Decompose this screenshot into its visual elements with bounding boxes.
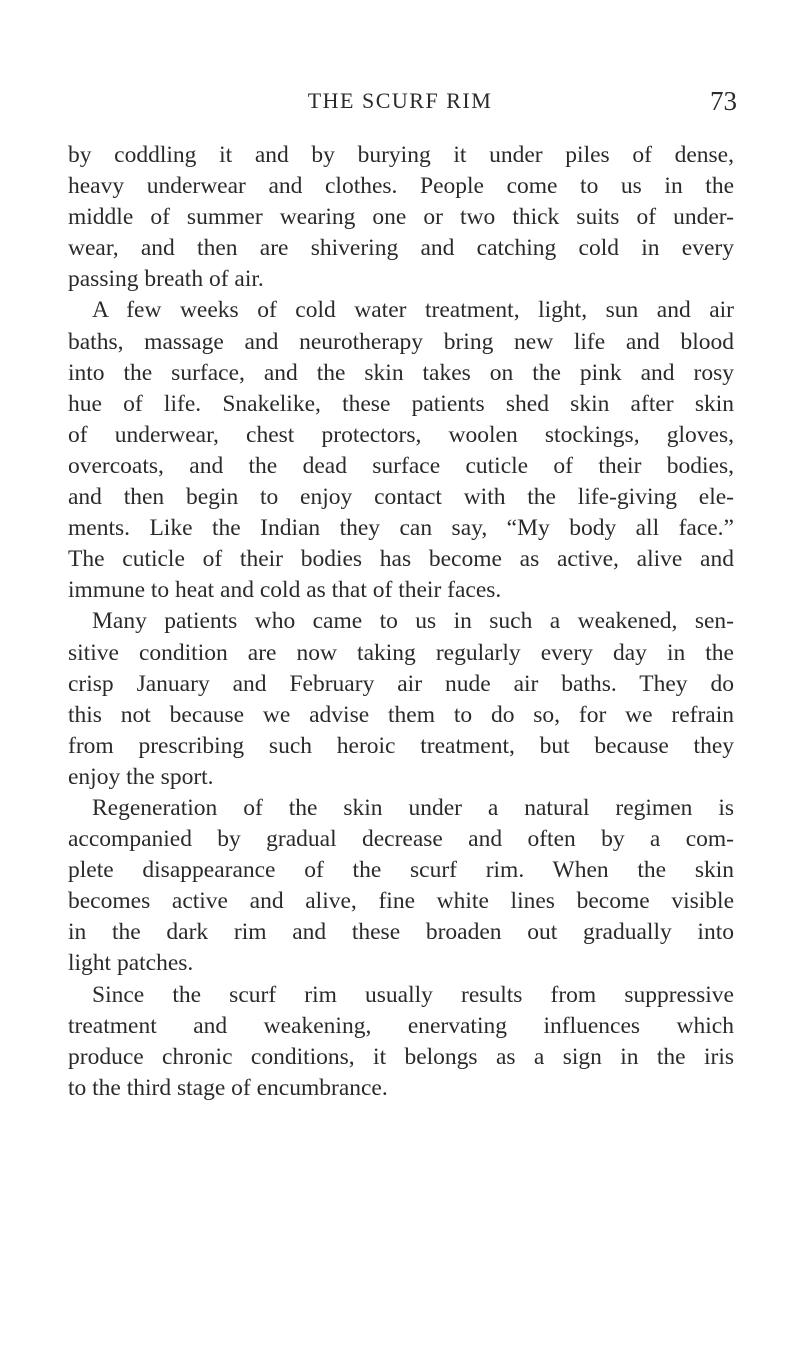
text-line: sitive condition are now taking regularly every day in the bbox=[68, 639, 734, 666]
text-line: plete disappearance of the scurf rim. When the skin bbox=[68, 857, 734, 884]
text-line: A few weeks of cold water treatment, light, sun and air bbox=[92, 297, 734, 324]
text-line: passing breath of air. bbox=[68, 266, 264, 293]
text-line: crisp January and February air nude air baths. They do bbox=[68, 670, 734, 697]
text-line: ments. Like the Indian they can say, “My body all face.” bbox=[68, 515, 734, 542]
text-line: heavy underwear and clothes. People come to us in the bbox=[68, 173, 734, 200]
text-line: Since the scurf rim usually results from suppressive bbox=[92, 981, 734, 1008]
text-line: to the third stage of encumbrance. bbox=[68, 1074, 388, 1101]
text-line: light patches. bbox=[68, 950, 194, 977]
text-line: by coddling it and by burying it under piles of dense, bbox=[68, 142, 734, 168]
text-line: overcoats, and the dead surface cuticle of their bodies, bbox=[68, 452, 734, 479]
text-line: Many patients who came to us in such a weakened, sen- bbox=[92, 608, 734, 635]
text-line: The cuticle of their bodies has become as active, alive and bbox=[68, 546, 734, 573]
text-line: of underwear, chest protectors, woolen stockings, gloves, bbox=[68, 421, 734, 448]
text-line: into the surface, and the skin takes on the pink and rosy bbox=[68, 359, 734, 386]
text-line: treatment and weakening, enervating influences which bbox=[68, 1012, 734, 1039]
text-line: and then begin to enjoy contact with the life-giving ele- bbox=[68, 484, 734, 511]
text-line: middle of summer wearing one or two thick suits of under- bbox=[68, 204, 734, 231]
running-header bbox=[0, 82, 800, 122]
text-line: this not because we advise them to do so, for we refrain bbox=[68, 701, 734, 728]
text-line: wear, and then are shivering and catching cold in every bbox=[68, 235, 734, 262]
text-line: from prescribing such heroic treatment, but because they bbox=[68, 732, 734, 759]
body-text bbox=[68, 140, 734, 1104]
text-line: Regeneration of the skin under a natural regimen is bbox=[92, 794, 734, 821]
page-number: 73 bbox=[710, 86, 737, 116]
text-line: accompanied by gradual decrease and often by a com- bbox=[68, 826, 734, 853]
text-line: in the dark rim and these broaden out gradually into bbox=[68, 919, 734, 946]
text-line: enjoy the sport. bbox=[68, 763, 214, 790]
running-title: THE SCURF RIM bbox=[307, 88, 493, 113]
text-line: produce chronic conditions, it belongs as a sign in the iris bbox=[68, 1043, 734, 1070]
text-line: immune to heat and cold as that of their faces. bbox=[68, 577, 502, 604]
text-line: hue of life. Snakelike, these patients shed skin after skin bbox=[68, 390, 734, 417]
text-line: baths, massage and neurotherapy bring new life and blood bbox=[68, 328, 734, 355]
text-line: becomes active and alive, fine white lines become visible bbox=[68, 888, 734, 915]
